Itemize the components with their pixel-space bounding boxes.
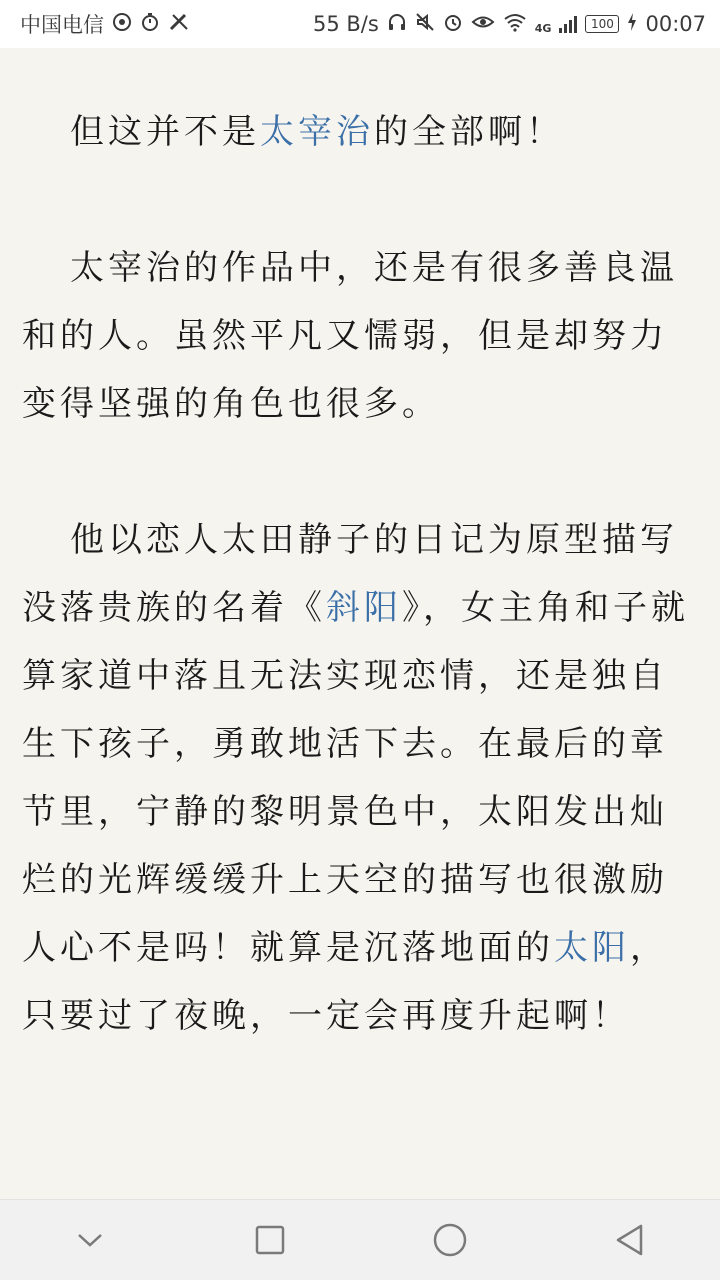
net-speed: 55 B/s bbox=[312, 12, 379, 36]
back-button[interactable] bbox=[600, 1210, 660, 1270]
charging-icon bbox=[627, 12, 637, 36]
back-icon bbox=[614, 1223, 646, 1257]
status-bar bbox=[0, 0, 720, 48]
collapse-button[interactable] bbox=[60, 1210, 120, 1270]
paragraph-3-text-b: 》，女主角和子就算家道中落且无法实现恋情，还是独自生下孩子，勇敢地活下去。在最后的章节里，宁静的黎明景色中，太阳发出灿烂的光辉缓缓升上天空的描写也很激励人心不是吗！就算是沉落地面的 bbox=[22, 588, 689, 968]
whirl-icon bbox=[112, 12, 132, 36]
status-right bbox=[313, 12, 706, 36]
stopwatch-icon bbox=[140, 12, 160, 36]
navigation-bar bbox=[0, 1199, 720, 1280]
headphones-icon bbox=[387, 12, 407, 36]
link-sun[interactable]: 太阳 bbox=[554, 928, 630, 968]
article-content bbox=[0, 48, 720, 1200]
eye-icon bbox=[471, 12, 495, 36]
link-the-setting-sun[interactable]: 斜阳 bbox=[326, 588, 402, 628]
signal-icon bbox=[559, 15, 577, 33]
recents-button[interactable] bbox=[240, 1210, 300, 1270]
link-dazai-osamu[interactable]: 太宰治 bbox=[260, 112, 374, 152]
paragraph-3 bbox=[22, 506, 698, 1050]
wifi-icon bbox=[503, 12, 527, 36]
battery-indicator: 100 bbox=[585, 15, 619, 33]
network-type: 4G bbox=[534, 22, 552, 35]
home-button[interactable] bbox=[420, 1210, 480, 1270]
paragraph-1 bbox=[22, 98, 698, 166]
paragraph-1-text-b: 的全部啊！ bbox=[374, 112, 564, 152]
chevron-down-icon bbox=[75, 1230, 105, 1250]
recents-icon bbox=[254, 1224, 286, 1256]
carrier-name: 中国电信 bbox=[20, 13, 104, 37]
clock-time: 00:07 bbox=[645, 12, 706, 36]
paragraph-2: 太宰治的作品中，还是有很多善良温和的人。虽然平凡又懦弱，但是却努力变得坚强的角色也很多。 bbox=[22, 248, 678, 424]
tools-icon bbox=[168, 12, 190, 36]
paragraph-3-text-c: ，只要过了夜晚，一定会再度升起啊！ bbox=[22, 928, 668, 1036]
home-icon bbox=[432, 1222, 468, 1258]
paragraph-1-text-a: 但这并不是 bbox=[70, 112, 260, 152]
paragraph-3-text-a: 他以恋人太田静子的日记为原型描写没落贵族的名着《 bbox=[22, 520, 678, 628]
status-left bbox=[20, 9, 190, 39]
mute-icon bbox=[415, 12, 435, 36]
alarm-icon bbox=[443, 12, 463, 36]
